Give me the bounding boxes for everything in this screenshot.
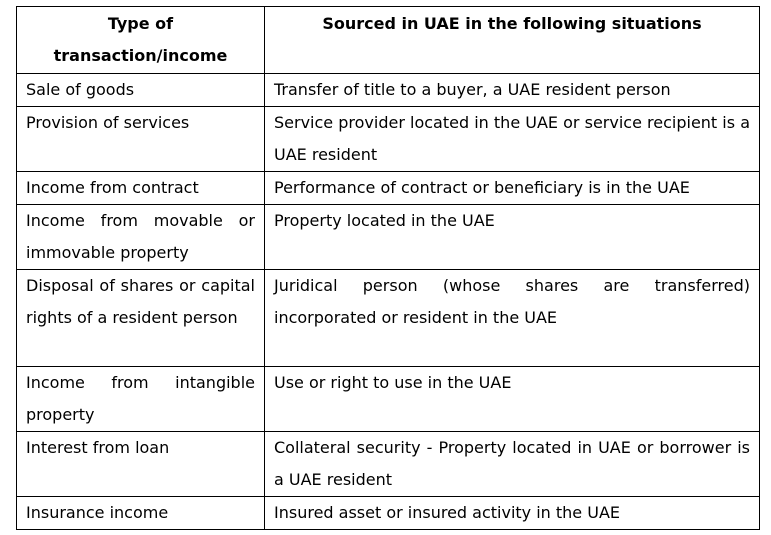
transaction-type-cell: Interest from loan (17, 432, 265, 497)
column-header-transaction-type: Type of transaction/income (17, 7, 265, 74)
table-row (17, 270, 760, 367)
table-row (17, 74, 760, 107)
table-row (17, 367, 760, 432)
transaction-type-cell: Insurance income (17, 497, 265, 530)
column-header-sourced-in-uae: Sourced in UAE in the following situations (265, 7, 760, 74)
uae-sourcing-table (16, 6, 760, 530)
transaction-type-cell: Provision of services (17, 107, 265, 172)
sourcing-rule-cell: Juridical person (whose shares are transferred) incorporated or resident in the UAE (265, 270, 760, 367)
sourcing-rule-cell: Collateral security - Property located in UAE or borrower is a UAE resident (265, 432, 760, 497)
table-row (17, 172, 760, 205)
table-row (17, 432, 760, 497)
sourcing-rule-cell: Insured asset or insured activity in the UAE (265, 497, 760, 530)
sourcing-rule-cell: Service provider located in the UAE or service recipient is a UAE resident (265, 107, 760, 172)
transaction-type-cell: Income from movable or immovable property (17, 205, 265, 270)
table-row (17, 205, 760, 270)
sourcing-rule-cell: Performance of contract or beneficiary is in the UAE (265, 172, 760, 205)
sourcing-rule-cell: Use or right to use in the UAE (265, 367, 760, 432)
table-row (17, 497, 760, 530)
sourcing-rule-cell: Property located in the UAE (265, 205, 760, 270)
transaction-type-cell: Disposal of shares or capital rights of a resident person (17, 270, 265, 367)
sourcing-rule-cell: Transfer of title to a buyer, a UAE resident person (265, 74, 760, 107)
transaction-type-cell: Income from intangible property (17, 367, 265, 432)
transaction-type-cell: Sale of goods (17, 74, 265, 107)
uae-sourcing-table-container (16, 6, 760, 530)
table-row (17, 107, 760, 172)
transaction-type-cell: Income from contract (17, 172, 265, 205)
table-header-row (17, 7, 760, 74)
